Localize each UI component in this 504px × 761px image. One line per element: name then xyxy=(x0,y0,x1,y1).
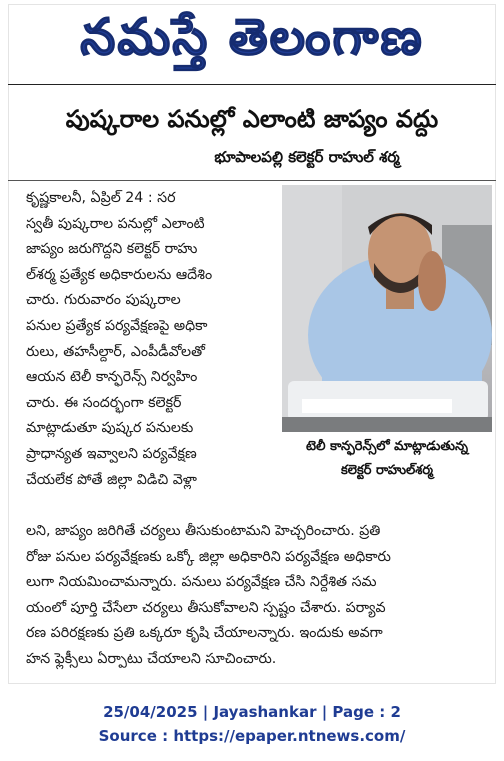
body-line: రులు, తహసీల్దార్, ఎంపీడీవోలతో xyxy=(26,343,205,360)
body-line: ఆయన టెలీ కాన్ఫరెన్స్ నిర్వహిం xyxy=(26,369,198,386)
top-divider xyxy=(8,84,496,85)
body-line: ప్రాధాన్యత ఇవ్వాలని పర్యవేక్షణ xyxy=(26,445,197,462)
masthead-title: నమస్తే తెలంగాణ xyxy=(80,8,424,66)
caption-line: కలెక్టర్ రాహుల్‌శర్మ xyxy=(340,463,434,478)
newspaper-masthead xyxy=(0,4,504,70)
body-line: జాప్యం జరుగొద్దని కలెక్టర్ రాహు xyxy=(26,241,198,258)
edition-info: 25/04/2025 | Jayashankar | Page : 2 xyxy=(103,703,401,721)
body-line: స్వతీ పుష్కరాల పనుల్లో ఎలాంటి xyxy=(26,215,205,232)
article-body-full xyxy=(26,519,478,673)
collector-photo xyxy=(282,185,492,432)
clipping-footer xyxy=(0,700,504,748)
body-line: రోజు పనుల పర్యవేక్షణకు ఒక్కో జిల్లా అధికారిని పర్యవేక్షణ అధికారు xyxy=(26,548,391,565)
body-line: చేయలేక పోతే జిల్లా విడిచి వెళ్లా xyxy=(26,471,197,488)
headline-divider xyxy=(8,180,496,181)
article-headline: పుష్కరాల పనుల్లో ఎలాంటి జాప్యం వద్దు xyxy=(65,105,439,133)
article-byline: భూపాలపల్లి కలెక్టర్ రాహుల్ శర్మ xyxy=(214,148,400,166)
body-line: హన ఫ్లెక్సీలు ఏర్పాటు చేయాలని సూచించారు. xyxy=(26,650,277,667)
body-line: చారు. గురువారం పుష్కరాల xyxy=(26,292,181,309)
source-link[interactable]: Source : https://epaper.ntnews.com/ xyxy=(98,727,406,745)
body-line: యంలో పూర్తి చేసేలా చర్యలు తీసుకోవాలని స్పష్టం చేశారు. పర్యావ xyxy=(26,599,386,616)
collector-photo-illustration xyxy=(282,185,492,432)
body-line: మాట్లాడుతూ పుష్కర పనులకు xyxy=(26,420,194,437)
body-line: రణ పరిరక్షణకు ప్రతి ఒక్కరూ కృషి చేయాలన్నారు. ఇందుకు అవగా xyxy=(26,625,383,642)
body-line: లని, జాప్యం జరిగితే చర్యలు తీసుకుంటామని హెచ్చరించారు. ప్రతి xyxy=(26,523,381,539)
caption-line: టెలీ కాన్ఫరెన్స్‌లో మాట్లాడుతున్న xyxy=(306,439,468,454)
photo-caption xyxy=(282,435,492,503)
body-line: కృష్ణకాలనీ, ఏప్రిల్ 24 : సర xyxy=(26,190,176,206)
article-body-column xyxy=(26,186,272,493)
body-line: లుగా నియమించామన్నారు. పనులు పర్యవేక్షణ చేసి నిర్దేశిత సమ xyxy=(26,574,377,591)
body-line: పనుల ప్రత్యేక పర్యవేక్షణపై అధికా xyxy=(26,317,208,334)
body-line: చారు. ఈ సందర్భంగా కలెక్టర్ xyxy=(26,394,182,411)
body-line: ల్‌శర్మ ప్రత్యేక అధికారులను ఆదేశిం xyxy=(26,266,213,283)
